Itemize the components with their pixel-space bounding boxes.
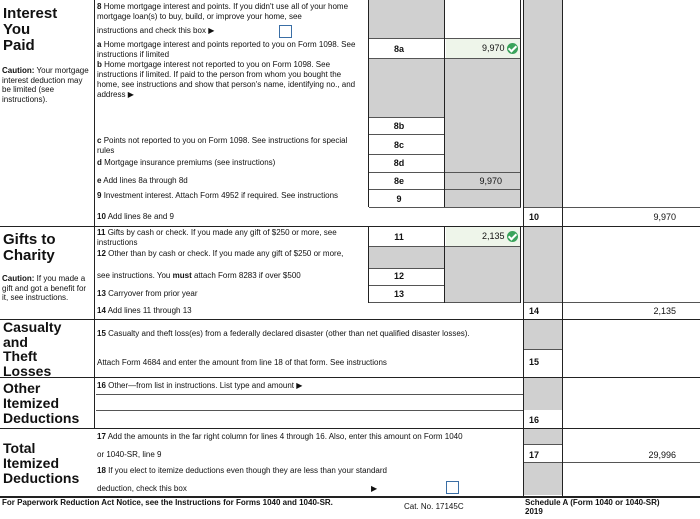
code-13: 13 — [393, 289, 404, 299]
section-divider — [0, 319, 700, 320]
code-17: 17 — [528, 450, 539, 460]
column-rule — [444, 226, 445, 303]
row-rule — [369, 58, 521, 59]
code-8b: 8b — [393, 121, 405, 131]
line-13-text: 13 Carryover from prior year — [97, 289, 198, 298]
line-12-text-b: see instructions. You must attach Form 8283 if over $500 — [97, 271, 301, 280]
caution-interest: Caution: Your mortgage interest deduction may be limited (see instructions). — [2, 66, 89, 104]
section-divider — [0, 428, 700, 429]
amount-8e[interactable]: 9,970 — [479, 176, 502, 186]
section-divider — [0, 377, 700, 378]
section-title-interest: Interest You Paid — [3, 5, 58, 54]
shaded-cell — [369, 247, 444, 269]
arrow-icon: ▶ — [371, 484, 378, 493]
column-rule — [520, 0, 521, 207]
arrow-icon: ▶ — [208, 26, 215, 35]
line-14-text: 14 Add lines 11 through 13 — [97, 306, 192, 315]
shaded-cell — [369, 0, 444, 38]
arrow-icon: ▶ — [296, 381, 303, 390]
line-15-text: 15 Casualty and theft loss(es) from a federally declared disaster (other than net qualified disaster losses). — [97, 329, 470, 338]
row-rule — [369, 38, 521, 39]
shaded-cell — [524, 0, 562, 208]
shaded-cell — [524, 320, 562, 349]
row-rule — [369, 268, 444, 269]
line-8-text: 8 Home mortgage interest and points. If you didn't use all of your home mortgage loan(s) to buy, build, or improve your home, see — [97, 2, 349, 21]
line-8d-text: d Mortgage insurance premiums (see instructions) — [97, 158, 276, 167]
shaded-cell — [524, 227, 562, 303]
section-title-casualty: Casualty and Theft Losses — [3, 319, 62, 379]
row-rule — [524, 349, 562, 350]
checkmark-icon — [507, 43, 518, 54]
row-rule — [96, 394, 524, 395]
line-8c-text: c Points not reported to you on Form 1098. See instructions for special rules — [97, 136, 348, 155]
row-rule — [369, 172, 521, 173]
section-title-total: Total Itemized Deductions — [3, 440, 80, 486]
line-12-text: 12 Other than by cash or check. If you made any gift of $250 or more, — [97, 249, 344, 258]
code-11: 11 — [394, 232, 404, 242]
amount-8a[interactable]: 9,970 — [446, 43, 518, 54]
caution-gifts: Caution: If you made a gift and got a benefit for it, see instructions. — [2, 274, 87, 302]
row-rule — [524, 444, 562, 445]
row-rule — [369, 207, 521, 208]
code-15: 15 — [528, 357, 539, 367]
row-rule — [369, 189, 521, 190]
code-8c: 8c — [393, 140, 404, 150]
row-rule — [369, 285, 444, 286]
column-rule — [520, 226, 521, 303]
column-rule — [562, 0, 563, 497]
code-8a: 8a — [393, 44, 404, 54]
row-rule — [96, 410, 524, 411]
line-15-text-b: Attach Form 4684 and enter the amount from line 18 of that form. See instructions — [97, 358, 387, 367]
row-rule — [524, 302, 700, 303]
line-8-text-b: instructions and check this box ▶ — [97, 26, 215, 35]
amount-11[interactable]: 2,135 — [446, 231, 518, 242]
row-rule — [369, 154, 444, 155]
footer-schedule: Schedule A (Form 1040 or 1040-SR) 2019 — [525, 498, 660, 516]
code-12: 12 — [393, 271, 404, 281]
line-10-text: 10 Add lines 8e and 9 — [97, 212, 174, 221]
column-rule — [368, 0, 369, 207]
shaded-cell — [524, 378, 562, 410]
line-9-text: 9 Investment interest. Attach Form 4952 if required. See instructions — [97, 191, 339, 200]
section-title-gifts: Gifts to Charity — [3, 231, 56, 264]
code-10: 10 — [528, 212, 539, 222]
amount-10[interactable]: 9,970 — [653, 212, 676, 222]
row-rule — [369, 117, 444, 118]
line-18-text-b: deduction, check this box — [97, 484, 187, 493]
code-8d: 8d — [393, 158, 405, 168]
line-17-text-b: or 1040-SR, line 9 — [97, 450, 162, 459]
section-title-other: Other Itemized Deductions — [3, 380, 80, 426]
shaded-cell — [369, 59, 444, 118]
column-rule — [444, 0, 445, 207]
line-18-checkbox[interactable] — [446, 481, 459, 494]
row-rule — [524, 462, 700, 463]
line-8e-text: e Add lines 8a through 8d — [97, 176, 188, 185]
shaded-cell — [524, 463, 562, 495]
checkmark-icon — [507, 231, 518, 242]
line-8b-text: b Home mortgage interest not reported to you on Form 1098. See instructions if limited. If paid to the person from whom you bought the home, see instructions and show that person's name, identifying no., and address ▶ — [97, 60, 356, 99]
code-16: 16 — [528, 415, 539, 425]
column-rule — [368, 226, 369, 303]
section-divider — [0, 226, 700, 227]
arrow-icon: ▶ — [127, 90, 134, 99]
line-11-text: 11 Gifts by cash or check. If you made any gift of $250 or more, see instructions — [97, 228, 337, 247]
shaded-cell — [445, 247, 521, 303]
code-14: 14 — [528, 306, 539, 316]
row-rule — [524, 207, 700, 208]
row-rule — [369, 246, 521, 247]
footer-notice: For Paperwork Reduction Act Notice, see the Instructions for Forms 1040 and 1040-SR. — [2, 498, 333, 507]
line-8a-text: a Home mortgage interest and points reported to you on Form 1098. See instructions if limited — [97, 40, 356, 59]
row-rule — [369, 302, 521, 303]
amount-17[interactable]: 29,996 — [648, 450, 676, 460]
row-rule — [369, 134, 444, 135]
line-17-text: 17 Add the amounts in the far right column for lines 4 through 16. Also, enter this amount on Form 1040 — [97, 432, 463, 441]
shaded-cell — [524, 429, 562, 445]
code-8e: 8e — [393, 176, 404, 186]
code-9: 9 — [396, 194, 402, 204]
line-18-text: 18 If you elect to itemize deductions even though they are less than your standard — [97, 466, 387, 475]
footer-cat-no: Cat. No. 17145C — [404, 502, 464, 511]
amount-14[interactable]: 2,135 — [653, 306, 676, 316]
line-8-checkbox[interactable] — [279, 25, 292, 38]
line-16-text: 16 Other—from list in instructions. List type and amount ▶ — [97, 381, 303, 390]
column-rule — [94, 0, 95, 428]
